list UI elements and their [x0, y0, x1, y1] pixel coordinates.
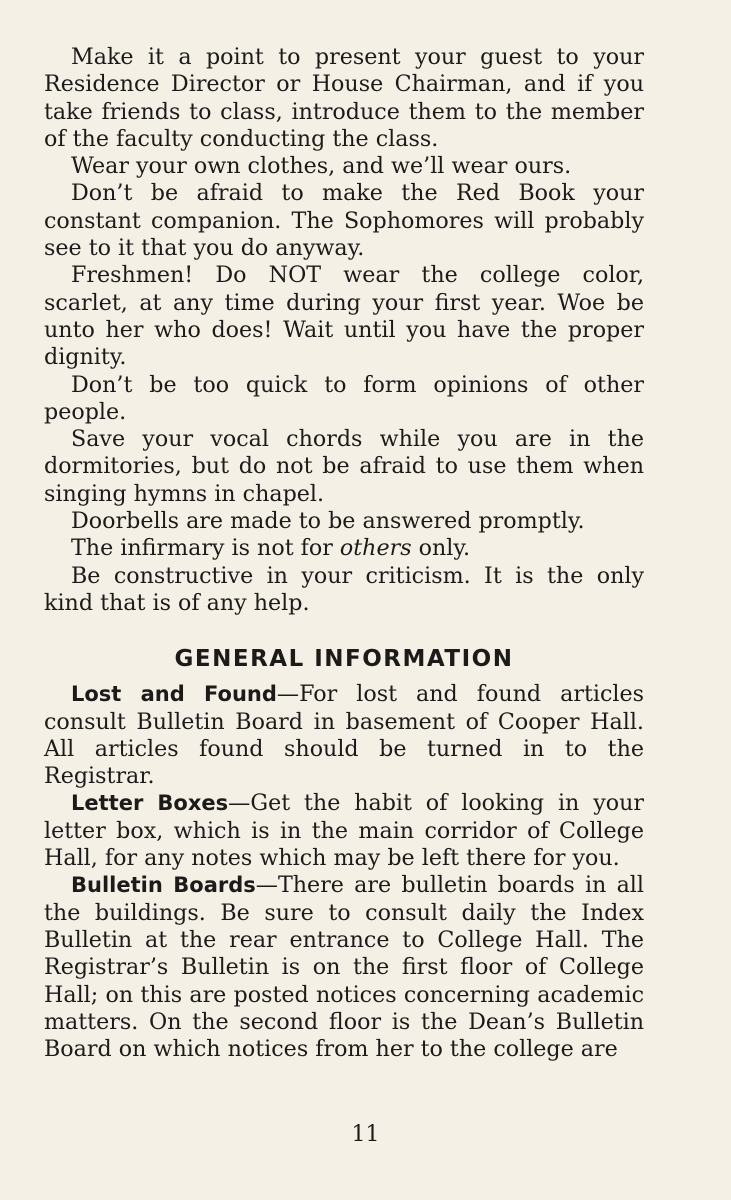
etiquette-paragraph-infirmary: [44, 535, 644, 562]
info-item-letter-boxes: [44, 790, 644, 872]
infirmary-text-before: The infirmary is not for: [71, 535, 340, 562]
section-heading: GENERAL INFORMATION: [174, 646, 514, 673]
info-term: Letter Boxes: [71, 791, 229, 816]
etiquette-paragraph-college-color: Freshmen! Do NOT wear the college color, scarlet, at any time during your first year. Woe be unto her who does! Wait until you have the proper dignity.: [44, 262, 644, 371]
infirmary-text-after: only.: [411, 535, 471, 562]
info-text: —For lost and found articles consult Bulletin Board in basement of Cooper Hall. All articles found should be turned in to the Registrar.: [44, 681, 644, 790]
etiquette-paragraph-criticism: Be constructive in your criticism. It is the only kind that is of any help.: [44, 562, 644, 616]
page-number: 11: [351, 1122, 380, 1147]
infirmary-emphasis: others: [339, 535, 412, 562]
etiquette-paragraph-clothes: Wear your own clothes, and we’ll wear ours.: [71, 153, 572, 180]
info-term: Lost and Found: [71, 682, 277, 707]
etiquette-paragraph-doorbells: Doorbells are made to be answered promptly.: [71, 508, 585, 535]
info-term: Bulletin Boards: [71, 873, 256, 898]
info-text: —Get the habit of looking in your letter box, which is in the main corridor of College Hall, for any notes which may be left there for you.: [44, 790, 644, 872]
etiquette-paragraph-opinions: Don’t be too quick to form opinions of other people.: [44, 371, 644, 425]
info-item-lost-and-found: [44, 681, 644, 790]
etiquette-paragraph-red-book: Don’t be afraid to make the Red Book your constant companion. The Sophomores will probably see to it that you do anyway.: [44, 180, 644, 262]
info-item-bulletin-boards: [44, 872, 644, 1063]
etiquette-paragraph-vocal-chords: Save your vocal chords while you are in the dormitories, but do not be afraid to use them when singing hymns in chapel.: [44, 426, 644, 507]
info-text: —There are bulletin boards in all the buildings. Be sure to consult daily the Index Bulletin at the rear entrance to College Hall. The Registrar’s Bulletin is on the first floor of College Hall; on this are posted notices concerning academic matters. On the second floor is the Dean’s Bulletin Board on which notices from her to the college are: [44, 872, 644, 1063]
page-text: [44, 44, 644, 1063]
etiquette-paragraph-guest: Make it a point to present your guest to your Residence Director or House Chairman, and if you take friends to class, introduce them to the member of the faculty conducting the class.: [44, 44, 644, 152]
